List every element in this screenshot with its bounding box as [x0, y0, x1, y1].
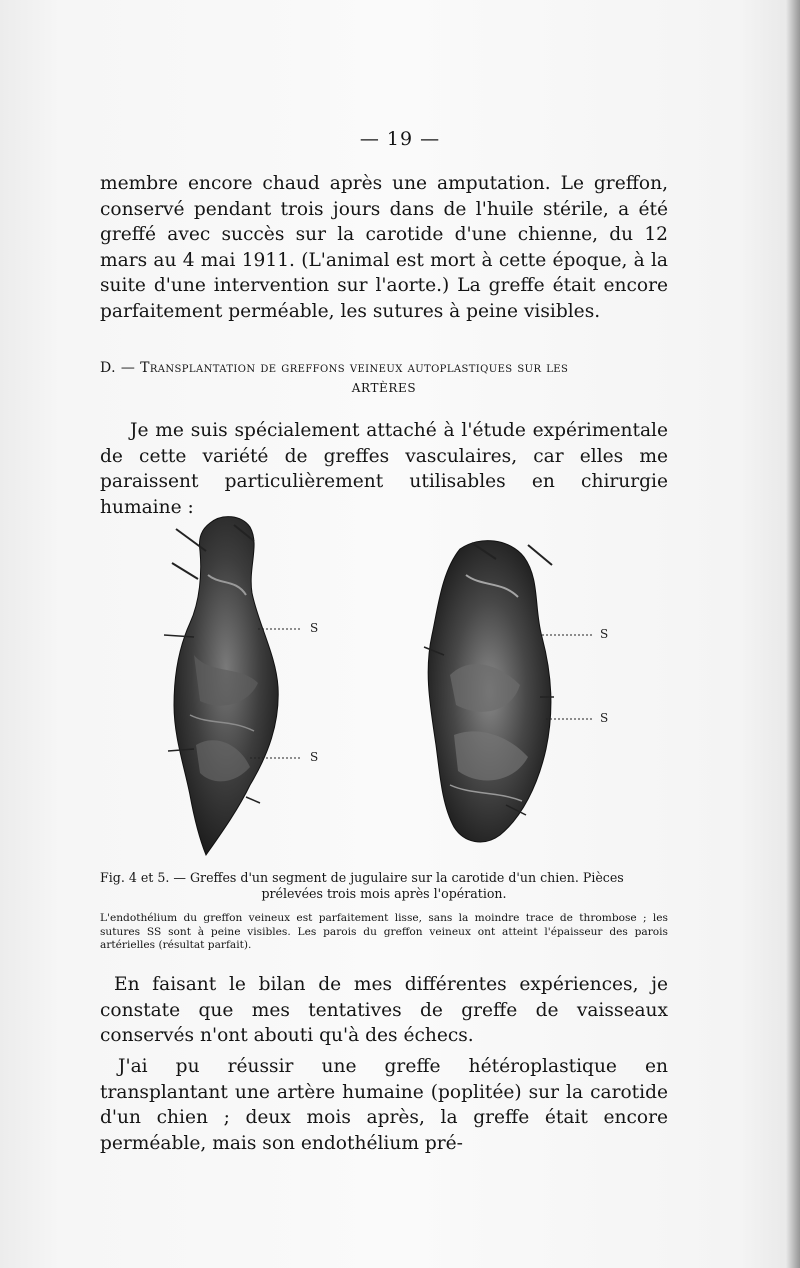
- left-specimen: [164, 517, 278, 855]
- caption-line-2: prélevées trois mois après l'opération.: [261, 886, 507, 901]
- section-title: Transplantation de greffons veineux autoplastiques sur les: [140, 360, 569, 376]
- figure-note: L'endothélium du greffon veineux est parfaitement lisse, sans la moindre trace de thrombose ; les sutures SS sont à peine visibles. Les parois du greffon veineux ont atteint l'épaisseur des parois artérielles (résultat parfait).: [100, 912, 668, 951]
- page-number: — 19 —: [359, 128, 441, 150]
- caption-line-1: Fig. 4 et 5. — Greffes d'un segment de jugulaire sur la carotide d'un chien. Pièces: [100, 870, 624, 885]
- section-prefix: D. —: [100, 360, 136, 376]
- right-specimen: [424, 541, 554, 842]
- paragraph-assessment: En faisant le bilan de mes différentes expériences, je constate que mes tentatives de greffe de vaisseaux conservés n'ont abouti qu'à des échecs.: [100, 974, 668, 1047]
- specimen-photographs: [150, 505, 620, 865]
- suture-label-left-top: S: [310, 621, 319, 635]
- suture-label-right-top: S: [600, 627, 609, 641]
- figure-caption: [100, 870, 668, 902]
- section-heading: [100, 357, 668, 379]
- suture-label-right-bottom: S: [600, 711, 609, 725]
- paragraph-intro: Je me suis spécialement attaché à l'étude expérimentale de cette variété de greffes vasculaires, car elles me paraissent particulièrement utilisables en chirurgie humaine :: [100, 420, 668, 518]
- paragraph-amputation: membre encore chaud après une amputation. Le greffon, conservé pendant trois jours dans de l'huile stérile, a été greffé avec succès sur la carotide d'une chienne, du 12 mars au 4 mai 1911. (L'animal est mort à cette époque, à la suite d'une intervention sur l'aorte.) La greffe était encore parfaitement perméable, les sutures à peine visibles.: [100, 173, 668, 322]
- section-title-continued: ARTÈRES: [351, 381, 417, 395]
- paragraph-heteroplastic: J'ai pu réussir une greffe hétéroplastique en transplantant une artère humaine (poplitée) sur la carotide d'un chien ; deux mois après, la greffe était encore perméable, mais son endothélium pré-: [100, 1056, 668, 1154]
- suture-label-left-bottom: S: [310, 750, 319, 764]
- figure-specimens: [150, 505, 620, 865]
